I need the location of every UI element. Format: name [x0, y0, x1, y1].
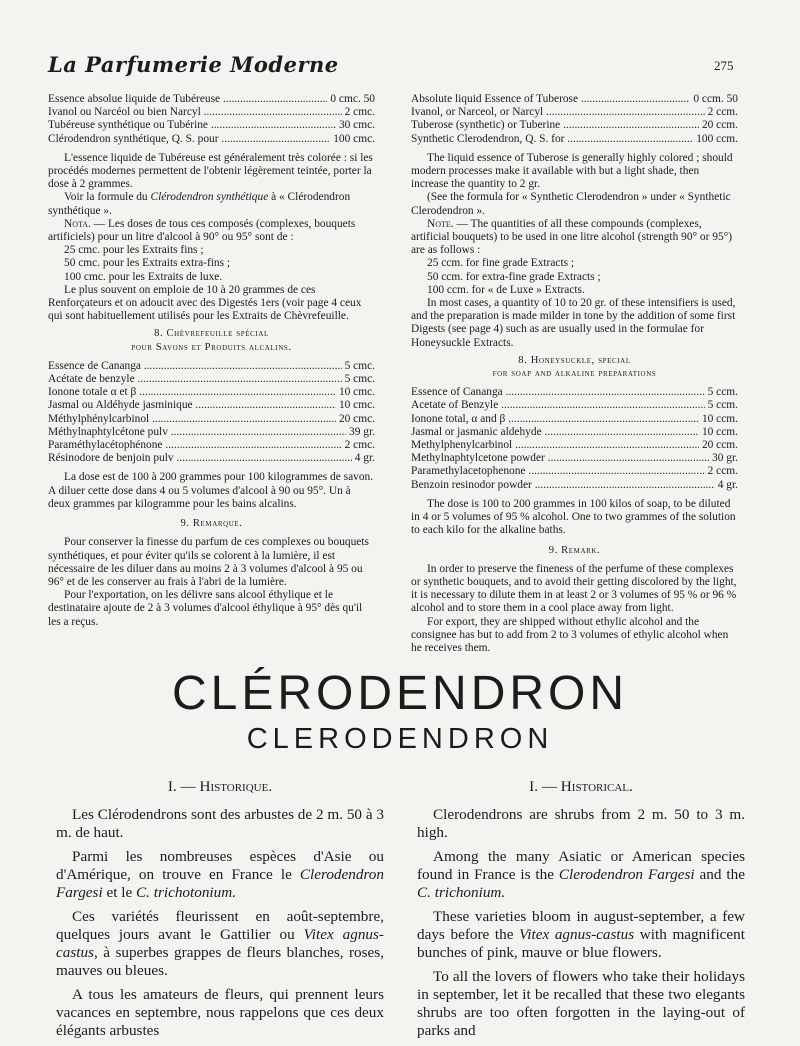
ingredient-quantity: 5 ccm.	[707, 399, 738, 412]
ingredient-quantity: 10 ccm.	[701, 412, 738, 425]
dose-list	[64, 244, 375, 284]
ingredient-name: Jasmal or jasmanic aldehyde .....	[411, 426, 699, 439]
section-subheading: for soap and alkaline preparations	[492, 368, 657, 380]
formula-row	[48, 93, 375, 106]
paragraph: Pour l'exportation, on les délivre sans alcool éthylique et le destinataire ajoute de 2 à 3 volumes d'alcool éthylique à 95° dès qu'il les a reçus.	[48, 589, 363, 628]
paragraph: Clerodendrons are shrubs from 2 m. 50 to 3 m. high.	[417, 806, 745, 841]
history-english	[417, 778, 745, 1046]
ingredient-quantity: 5 cmc.	[344, 359, 375, 372]
section-subheading: pour Savons et Produits alcalins.	[131, 341, 292, 353]
paragraph: L'essence liquide de Tubéreuse est généralement très colorée : si les procédés modernes permettent de l'obtenir légèrement teintée, porter la dose à 2 grammes.	[48, 151, 373, 191]
ingredient-name: Acétate de benzyle .....	[48, 373, 342, 386]
paragraph: A tous les amateurs de fleurs, qui prennent leurs vacances en septembre, nous rappelons que ces deux élégants arbustes	[56, 986, 384, 1039]
ingredient-quantity: 2 ccm.	[707, 465, 738, 478]
ingredient-name: Ionone total, α and β .....	[411, 413, 699, 426]
ingredient-quantity: 0 ccm. 50	[693, 93, 738, 105]
french-column	[48, 93, 375, 629]
ingredient-name: Ionone totale α et β .....	[48, 386, 336, 399]
history-heading: I. — Historical.	[529, 778, 633, 795]
article-subtitle: CLERODENDRON	[246, 723, 554, 755]
ingredient-quantity: 39 gr.	[349, 425, 375, 438]
ingredient-name: Tubéreuse synthétique ou Tubérine .....	[48, 119, 336, 132]
ingredient-quantity: 30 gr.	[712, 452, 738, 465]
ingredient-quantity: 30 cmc.	[338, 119, 375, 132]
ingredient-name: Methylphenylcarbinol .....	[411, 439, 699, 452]
paragraph: To all the lovers of flowers who take their holidays in september, let it be recalled that these two elegants shrubs are too often forgotten in the laying-out of parks and	[417, 968, 745, 1039]
ingredient-quantity: 10 ccm.	[701, 425, 738, 438]
english-column	[411, 93, 738, 655]
formula-row	[48, 399, 375, 412]
paragraph: Pour conserver la finesse du parfum de ces complexes ou bouquets synthétiques, et pour éviter qu'ils se colorent à la lumière, il est nécessaire de les diluer dans au moins 2 à 3 volumes d'alcool à 95 ou 96° et de les conserver au frais à l'abri de la lumière.	[48, 536, 369, 588]
formula-row	[411, 399, 738, 412]
ingredient-quantity: 100 ccm.	[696, 132, 738, 145]
ingredient-quantity: 100 cmc.	[333, 132, 375, 145]
formula-row	[411, 452, 738, 465]
article-title: CLÉRODENDRON	[171, 667, 629, 720]
ingredient-quantity: 10 cmc.	[338, 399, 375, 412]
formula-row	[48, 413, 375, 426]
formula-row	[48, 119, 375, 132]
paragraph: Le plus souvent on emploie de 10 à 20 grammes de ces Renforçateurs et on adoucit avec des Digestés 1ers (voir page 4 ceux qui sont habituellement utilisés pour les Extraits de Chèvrefeuille.	[48, 283, 362, 323]
ingredient-name: Paramethylacetophenone .....	[411, 465, 705, 478]
paragraph: Voir la formule du Clérodendron synthétique à « Clérodendron synthétique ».	[48, 191, 351, 217]
dose-item: 25 cmc. pour les Extraits fins ;	[64, 244, 204, 257]
paragraph: Les Clérodendrons sont des arbustes de 2 m. 50 à 3 m. de haut.	[56, 806, 384, 841]
ingredient-name: Synthetic Clerodendron, Q. S. for .....	[411, 133, 693, 146]
formula-row	[411, 133, 738, 146]
formula-list	[411, 386, 738, 492]
section-heading: 8. Chèvrefeuille spécial	[154, 328, 269, 340]
ingredient-quantity: 10 cmc.	[338, 386, 375, 399]
formula-row	[411, 413, 738, 426]
dose-item: 50 cmc. pour les Extraits extra-fins ;	[64, 257, 231, 270]
ingredient-quantity: 2 cmc.	[344, 439, 375, 452]
section-heading: 9. Remark.	[548, 544, 601, 556]
formula-row	[411, 465, 738, 478]
formula-row	[48, 439, 375, 452]
paragraph: For export, they are shipped without ethylic alcohol and the consignee has but to add from 2 to 3 volumes of ethylic alcohol when he receives them.	[411, 615, 729, 654]
ingredient-name: Absolute liquid Essence of Tuberose .....	[411, 93, 690, 106]
ingredient-name: Benzoin resinodor powder .....	[411, 479, 715, 492]
paragraph: Ces variétés fleurissent en août-septembre, quelques jours avant le Gattilier ou Vitex agnus-castus, à superbes grappes de fleurs blanches, roses, mauves ou bleues.	[56, 908, 384, 979]
ingredient-name: Methylnaphtylcetone powder .....	[411, 452, 709, 465]
history-french	[56, 778, 384, 1046]
formula-list	[48, 360, 375, 466]
paragraph: (See the formula for « Synthetic Clerodendron » under « Synthetic Clerodendron ».	[411, 191, 731, 217]
ingredient-quantity: 2 ccm.	[707, 106, 738, 119]
ingredient-name: Essence of Cananga .....	[411, 386, 705, 399]
formula-row	[411, 386, 738, 399]
formula-row	[411, 106, 738, 119]
formula-row	[48, 133, 375, 146]
dose-item: 50 ccm. for extra-fine grade Extracts ;	[427, 270, 601, 283]
formula-row	[48, 373, 375, 386]
formula-row	[48, 386, 375, 399]
formula-list	[48, 93, 375, 146]
dose-list	[427, 257, 738, 297]
page-number: 275	[714, 58, 734, 73]
formula-row	[48, 426, 375, 439]
formula-row	[411, 439, 738, 452]
note-paragraph: Note. — The quantities of all these compounds (complexes, artificial bouquets) to be used in one litre alcohol (strength 90° or 95°) are as follows :	[411, 217, 733, 257]
ingredient-name: Ivanol ou Narcéol ou bien Narcyl .....	[48, 106, 342, 119]
paragraph: The dose is 100 to 200 grammes in 100 kilos of soap, to be diluted in 4 or 5 volumes of 95 % alcohol. One to two grammes of the solution to each kilo for the alkaline baths.	[411, 497, 736, 537]
ingredient-name: Jasmal ou Aldéhyde jasminique .....	[48, 399, 336, 412]
ingredient-quantity: 2 cmc.	[344, 106, 375, 119]
section-heading: 9. Remarque.	[180, 518, 243, 530]
formula-row	[411, 426, 738, 439]
paragraph: Among the many Asiatic or American species found in France is the Clerodendron Fargesi and the C. trichonium.	[417, 848, 745, 901]
ingredient-quantity: 20 ccm.	[701, 439, 738, 452]
ingredient-quantity: 4 gr.	[354, 452, 375, 465]
ingredient-name: Paraméthylacétophénone .....	[48, 439, 342, 452]
ingredient-quantity: 20 ccm.	[701, 119, 738, 132]
paragraph: In most cases, a quantity of 10 to 20 gr. of these intensifiers is used, and the preparation is made milder in tone by the addition of some first Digests (see page 4) such as are usually used in the formulae for Honeysuckle Extracts.	[411, 297, 736, 349]
dose-item: 100 ccm. for « de Luxe » Extracts.	[427, 283, 585, 296]
ingredient-quantity: 4 gr.	[717, 478, 738, 491]
paragraph: La dose est de 100 à 200 grammes pour 100 kilogrammes de savon. A diluer cette dose dans 4 ou 5 volumes d'alcool à 90 ou 95°. Un à deux grammes par kilogramme pour les bains alcalins.	[48, 471, 374, 510]
formula-row	[48, 452, 375, 465]
nota-paragraph: Nota. — Les doses de tous ces composés (complexes, bouquets artificiels) pour un litre d'alcool à 90° ou 95° sont de :	[48, 217, 356, 244]
ingredient-name: Tuberose (synthetic) or Tuberine .....	[411, 119, 699, 132]
ingredient-quantity: 20 cmc.	[338, 412, 375, 425]
ingredient-name: Essence absolue liquide de Tubéreuse .....	[48, 93, 327, 106]
ingredient-name: Essence de Cananga .....	[48, 360, 342, 373]
ingredient-name: Méthylphénylcarbinol .....	[48, 413, 336, 426]
formula-list	[411, 93, 738, 146]
ingredient-quantity: 5 ccm.	[707, 386, 738, 399]
ingredient-quantity: 5 cmc.	[344, 373, 375, 386]
section-heading: 8. Honeysuckle, special	[518, 354, 631, 366]
paragraph: Parmi les nombreuses espèces d'Asie ou d'Amérique, on trouve en France le Clerodendron Fargesi et le C. trichotonium.	[56, 848, 384, 901]
ingredient-quantity: 0 cmc. 50	[330, 93, 375, 105]
paragraph: In order to preserve the fineness of the perfume of these complexes or synthetic bouquets, and to avoid their getting discolored by the light, it is necessary to dilute them in at least 2 or 3 volumes of 95 % or 96 % alcohol and to store them in a cool place away from light.	[411, 562, 737, 615]
dose-item: 25 ccm. for fine grade Extracts ;	[427, 257, 575, 270]
ingredient-name: Ivanol, or Narceol, or Narcyl .....	[411, 106, 705, 119]
history-heading: I. — Historique.	[167, 778, 273, 795]
dose-item: 100 cmc. pour les Extraits de luxe.	[64, 270, 223, 283]
journal-logo: La Parfumerie Moderne	[48, 52, 339, 77]
ingredient-name: Méthylnaphtylcétone pulv .....	[48, 426, 346, 439]
ingredient-name: Clérodendron synthétique, Q. S. pour .....	[48, 133, 330, 146]
ingredient-name: Résinodore de benjoin pulv .....	[48, 452, 352, 465]
paragraph: These varieties bloom in august-september, a few days before the Vitex agnus-castus with magnificent bunches of pink, mauve or blue flowers.	[417, 908, 745, 961]
formula-row	[411, 93, 738, 106]
ingredient-name: Acetate of Benzyle .....	[411, 399, 705, 412]
formula-row	[411, 479, 738, 492]
paragraph: The liquid essence of Tuberose is generally highly colored ; should modern processes make it available with but a light shade, then increase the quantity to 2 gr.	[411, 151, 733, 191]
formula-row	[411, 119, 738, 132]
formula-row	[48, 106, 375, 119]
formula-row	[48, 360, 375, 373]
